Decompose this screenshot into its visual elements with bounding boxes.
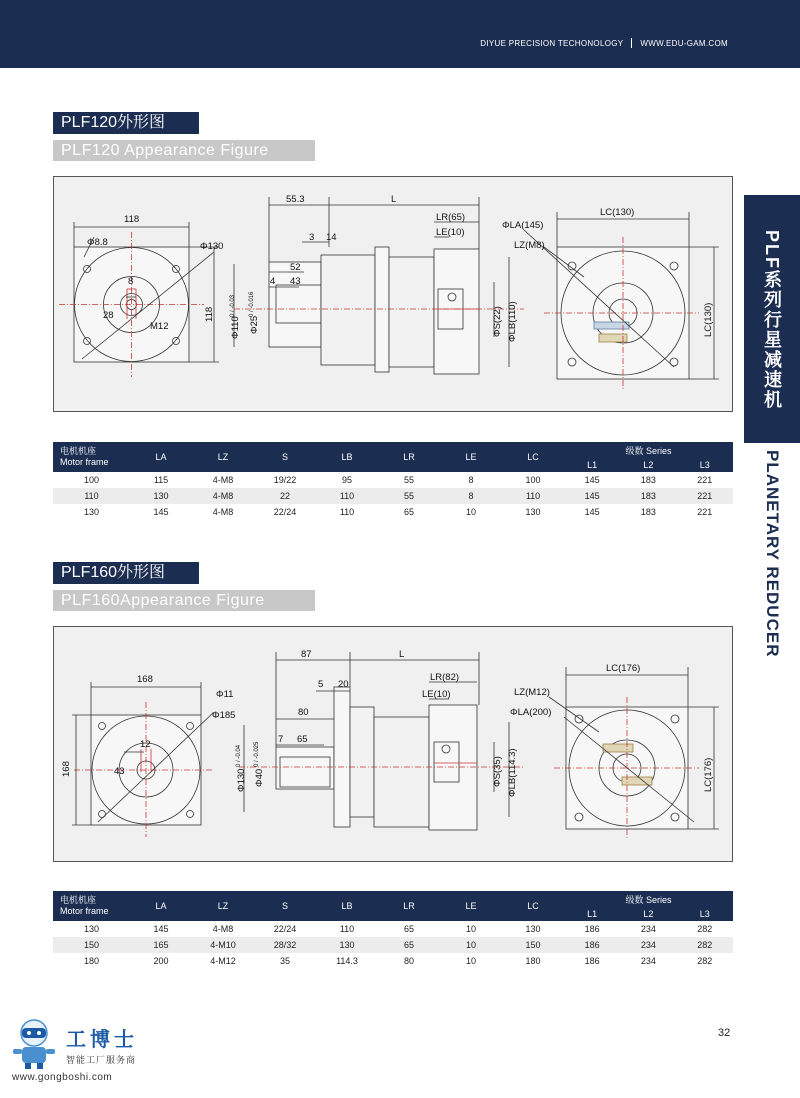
table2-col-la: LA — [155, 901, 167, 911]
dim-20: 20 — [338, 679, 349, 690]
table-row: 180 200 4-M12 35 114.3 80 10 180 186 234 282 — [83, 956, 713, 966]
dim-3: 3 — [309, 232, 315, 243]
table2-frame-header: 电机机座 Motor frame — [60, 895, 109, 916]
table1-col-lz: LZ — [217, 452, 229, 462]
table-row: 100 115 4-M8 19/22 95 55 8 100 145 183 221 — [83, 475, 713, 485]
dim-8: 8 — [128, 276, 134, 287]
reducer-body — [321, 255, 375, 365]
table1-col-l1: L1 — [587, 460, 598, 470]
table1-col-lb: LB — [341, 452, 353, 462]
company-name: DIYUE PRECISION TECHONOLOGY — [480, 38, 624, 48]
dim-la: ΦLA(200) — [510, 707, 552, 718]
table1-col-s: S — [281, 452, 288, 462]
table1-col-l3: L3 — [699, 460, 710, 470]
dim-lz: LZ(M8) — [514, 240, 545, 251]
dim-118-height: 118 — [204, 306, 215, 322]
dim-lr: LR(65) — [436, 212, 466, 223]
dim-d25: Φ25 — [249, 315, 260, 334]
table2-col-lz: LZ — [217, 901, 229, 911]
dim-7: 7 — [278, 734, 284, 745]
dim-28: 28 — [103, 310, 114, 321]
logo-text-cn: 工博士 — [66, 1027, 138, 1051]
dim-lb: ΦLB(110) — [507, 301, 518, 342]
dim-lz: LZ(M12) — [514, 687, 550, 698]
dim-52: 52 — [290, 262, 301, 273]
dim-lr: LR(82) — [430, 672, 460, 683]
dim-d130-tol: 0 / -0.04 — [236, 744, 242, 767]
plf160-spec-table — [53, 891, 733, 969]
dim-5: 5 — [318, 679, 324, 690]
dim-d40: Φ40 — [254, 768, 265, 787]
dim-m12: M12 — [150, 321, 169, 332]
table2-col-lr: LR — [403, 901, 415, 911]
dim-lc: LC(130) — [600, 207, 635, 218]
section2-title-cn: PLF160外形图 — [53, 562, 199, 584]
section1-title-en: PLF120 Appearance Figure — [53, 140, 315, 161]
dim-4: 4 — [270, 276, 276, 287]
table2-col-lb: LB — [341, 901, 353, 911]
table2-col-s: S — [281, 901, 288, 911]
dim-d130: Φ130 — [236, 768, 247, 792]
dim-d25-tol: 0 / -0.016 — [249, 291, 255, 317]
dim-168-width: 168 — [137, 674, 153, 685]
table2-col-l3: L3 — [699, 909, 710, 919]
dim-L: L — [399, 649, 405, 660]
dim-80: 80 — [298, 707, 309, 718]
page-number: 32 — [718, 1027, 731, 1039]
gongboshi-logo — [8, 1015, 168, 1090]
header-links — [480, 38, 728, 48]
motor-adapter — [434, 249, 479, 374]
dim-s: ΦS(35) — [492, 756, 503, 787]
table1-col-la: LA — [155, 452, 167, 462]
section1-title-cn: PLF120外形图 — [53, 112, 199, 134]
dim-d110: Φ110 — [230, 316, 241, 339]
table2-series-header: 级数 Series — [625, 894, 672, 905]
dim-43: 43 — [290, 276, 301, 287]
dim-55-3: 55.3 — [286, 194, 305, 205]
table1-col-l2: L2 — [643, 460, 654, 470]
side-title-cn: PLF系列行星减速机 — [762, 230, 782, 410]
table2-col-l1: L1 — [587, 909, 598, 919]
header-divider — [631, 38, 632, 48]
dim-87: 87 — [301, 649, 312, 660]
website-link[interactable]: WWW.EDU-GAM.COM — [640, 38, 728, 48]
dim-d130: Φ130 — [200, 241, 224, 252]
dim-14: 14 — [326, 232, 337, 243]
dim-d8-8: Φ8.8 — [87, 237, 108, 248]
section2-title-en: PLF160Appearance Figure — [53, 590, 315, 611]
dim-lc-vertical: LC(130) — [703, 302, 714, 337]
reducer-flange — [334, 687, 350, 827]
dim-168-height: 168 — [61, 761, 72, 777]
table1-series-header: 级数 Series — [625, 445, 672, 456]
dim-d110-tol: 0 / -0.03 — [230, 294, 236, 317]
side-title-en: PLANETARY REDUCER — [763, 450, 782, 658]
dim-d11: Φ11 — [216, 689, 234, 700]
dim-lc: LC(176) — [606, 663, 641, 674]
plf120-drawing — [53, 176, 733, 412]
dim-118-width: 118 — [124, 214, 140, 225]
table1-col-lr: LR — [403, 452, 415, 462]
dim-d185: Φ185 — [212, 710, 236, 721]
table2-col-l2: L2 — [643, 909, 654, 919]
logo-url[interactable]: www.gongboshi.com — [12, 1072, 113, 1083]
table1-col-lc: LC — [527, 452, 539, 462]
dim-lc-vertical: LC(176) — [703, 757, 714, 792]
plf120-spec-table — [53, 442, 733, 520]
logo-subtitle: 智能工厂服务商 — [66, 1055, 137, 1065]
table-row: 110 130 4-M8 22 110 55 8 110 145 183 221 — [53, 488, 733, 504]
dim-s: ΦS(22) — [492, 306, 503, 337]
table-row: 130 145 4-M8 22/24 110 65 10 130 186 234 282 — [83, 924, 713, 934]
header-bar — [0, 0, 800, 68]
table2-col-lc: LC — [527, 901, 539, 911]
plf120-svg — [54, 177, 734, 413]
dim-43: 43 — [114, 766, 125, 777]
table-row: 150 165 4-M10 28/32 130 65 10 150 186 234 282 — [53, 937, 733, 953]
table1-frame-header: 电机机座 Motor frame — [60, 446, 109, 467]
dim-la: ΦLA(145) — [502, 220, 544, 231]
dim-le: LE(10) — [436, 227, 465, 238]
dim-lb: ΦLB(114.3) — [507, 748, 518, 797]
shaft-body — [276, 747, 334, 789]
table-row: 130 145 4-M8 22/24 110 65 10 130 145 183 221 — [83, 507, 713, 517]
plf160-svg — [54, 627, 734, 863]
dim-12: 12 — [140, 739, 151, 750]
dim-L: L — [391, 194, 397, 205]
table1-col-le: LE — [465, 452, 477, 462]
table2-col-le: LE — [465, 901, 477, 911]
dim-le: LE(10) — [422, 689, 451, 700]
dim-65: 65 — [297, 734, 308, 745]
robot-mascot-icon — [8, 1015, 60, 1070]
motor-adapter — [429, 705, 477, 830]
shaft-key — [276, 285, 321, 323]
dim-d40-tol: 0 / -0.025 — [254, 741, 260, 767]
plf160-drawing — [53, 626, 733, 862]
